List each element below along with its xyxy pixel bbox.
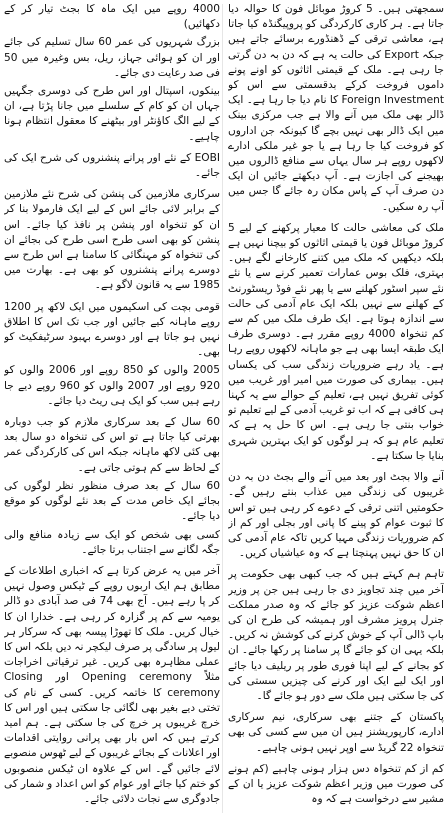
left-paragraph-9: 60 سال کے بعد صرف منظور نظر لوگوں کی بجائے ایک خاص مدت کے بعد نئے لوگوں کو موقع دیا جائے۔ bbox=[4, 479, 220, 523]
left-paragraph-3: بینکوں، اسپتال اور اس طرح کی دوسری جگہیں جہاں ان کو کام کے سلسلے میں جانا پڑتا ہے، ان کے لیے الگ کاؤنٹر اور بیٹھنے کا معقول انتظام ہونا چاہیے۔ bbox=[4, 85, 220, 143]
left-paragraph-6: قومی بچت کی اسکیموں میں ایک لاکھ پر 1200 روپے ماہانہ کیے جائیں اور جب تک اس کا اطلاق نہیں ہو جاتا ہے اور دوسرے بہبود سرٹیفکیٹ کو بھی۔ bbox=[4, 300, 220, 359]
right-paragraph-4: تاہم ہم کہتے ہیں کہ جب کبھی بھی حکومت پر آخر میں چند تجاویز دی جا رہی ہیں جن پر وزیر اعظم شوکت عزیز کو جائے کہ وہ صدر مملکت جنرل پرویز مشرف اور ہمیشہ کی طرح ان کی باپ ڈالی آپ کے خوش کرنے کی کوشش نہ کریں۔ بلکہ یہی ان کو جائے گا پر سامنا پر رکھا جائے۔ ان کو بجانے کے لیے اپنا فوری طور پر ریلیف دیا جائے اور ایک لیے ایک اور کرنے کی چیزیں سستی کی کی جا سکتی ہیں ملک سے دور ہو جائے گا۔ bbox=[228, 568, 444, 702]
right-paragraph-3: آنے والا بجٹ اور بعد میں آنے والے بجٹ دن بہ دن غریبوں کی زندگی میں عذاب بنتے رہیں گے۔ حکومتیں اتنی ترقی کے دعوے کر رہی ہیں تو اس کا ثبوت عوام کو پینے کا پانی اور بجلی اور کم از کم ضروریات زندگی مہیا کریں تاکہ عام آدمی کی ان کا حق نہیں پہنچتا ہے کہ وہ عیاشیاں کریں۔ bbox=[228, 471, 444, 560]
right-paragraph-1: سمجھتی ہیں۔ 5 کروڑ موبائل فون کا حوالہ دیا جاتا ہے۔ ہر کاری کارکردگی کو پروپیگنڈہ کیا جاتا ہے، معاشی ترقی کے ڈھنڈورے برسائے جاتے ہیں جبکہ Export کی حالت یہ ہے کہ دن بہ دن گرتی جا رہی ہے۔ ملک کے قیمتی اثاثوں کو اونے پونے داموں فروخت کرکے بدقسمتی سے اس کو Foreign Investment کا نام دیا جا رہا ہے۔ ایک ڈالر بھی ملک میں آنے والا ہے جب مرکزی بینک میں ایک ڈالر بھی نہیں بچے گا کیونکہ جن اداروں کو فروخت کیا جا رہا ہے یا جو غیر ملکی ادارے لاکھوں روپے ہر سال یہاں سے منافع ڈالروں میں بھیجنے کی اجازت ہے۔ آپ دیکھتے جائیں ان ایک دن صرف آپ کے پاس مکان رہ جائے گا جس میں آپ رہ سکیں۔ bbox=[228, 3, 444, 213]
right-paragraph-5: پاکستان کے جتنے بھی سرکاری، نیم سرکاری ادارے، کارپوریشنز ہیں ان میں سے کسی کی بھی تنخواہ 22 گریڈ سے اوپر نہیں ہونی چاہیے۔ bbox=[228, 711, 444, 754]
right-paragraph-6: کم از کم تنخواہ دس ہزار ہونی چاہیے (کم ہونے کی صورت میں وزیر اعظم شوکت عزیز یا ان کے مشیر سے درخواست ہے کہ وہ bbox=[228, 762, 444, 806]
left-paragraph-8: 60 سال کے بعد سرکاری ملازم کو جب دوبارہ بھرتی کیا جاتا ہے تو اس کی تنخواہ دو سال بعد بھی کئی لاکھ ماہانہ جبکہ اس کی کارکردگی عمر کے لحاظ سے کم ہوتی جاتی ہے۔ bbox=[4, 416, 220, 474]
left-paragraph-11: آخر میں یہ عرض کرتا ہے کہ اخباری اطلاعات کے مطابق ہم ایک اربوں روپے کے ٹیکس وصول نہیں کر پا رہے ہیں۔ آج بھی 74 فی صد آبادی دو ڈالر یومیہ سے کم پر گزارہ کر رہی ہے۔ خدارا ان کا خیال کریں۔ ملک کا تھوڑا پیسہ بھی کہ سرکار ہر لیول پر سادگی پر صرف لیکچر نہ دیں بلکہ اس کا عملی مظاہرہ بھی کریں۔ غیر ترقیاتی اخراجات مثلاً Opening ceremony اور Closing ceremony کا خاتمہ کریں۔ کسی کے نام کی تختی دیے بغیر بھی لگائی جا سکتی ہیں اور اس کا خرچ غریبوں پر خرچ کی جا سکتی ہے۔ ہم امید کرتے ہیں کہ اس بار بھی پرانی روایتی اقدامات اور اعلانات کے بجائے غریبوں کے لیے ٹھوس منصوبے لائے جائیں گے۔ اس کے علاوہ ان ٹیکس منصوبوں کو ختم کیا جائے اور عوام کو اس اعداد و شمار کی جادوگری سے نجات دلائی جائے۔ bbox=[4, 564, 220, 805]
left-paragraph-1: 4000 روپے میں ایک ماہ کا بجٹ تیار کر کے دکھائیں) bbox=[4, 3, 220, 31]
column-divider bbox=[222, 4, 223, 813]
left-paragraph-4: EOBI کے نئے اور پرانے پنشنروں کی شرح ایک کی جائے۔ bbox=[4, 151, 220, 180]
left-paragraph-2: بزرگ شہریوں کی عمر 60 سال تسلیم کی جائے اور ان کو ہوائی جہاز، ریل، بس وغیرہ میں 50 فی صد رعایت دی جائے۔ bbox=[4, 36, 220, 79]
left-column bbox=[4, 2, 220, 814]
left-paragraph-7: 2005 والوں کو 850 روپے اور 2006 والوں کو 920 روپے اور 2007 والوں کو 960 روپے دیے جا رہے ہیں سب کو ایک ہی ریٹ دیا جائے۔ bbox=[4, 364, 220, 407]
right-column bbox=[228, 2, 444, 814]
left-paragraph-10: کسی بھی شخص کو ایک سے زیادہ منافع والی جگہ لگانے سے اجتناب برتا جائے۔ bbox=[4, 528, 220, 556]
right-paragraph-2: ملک کی معاشی حالت کا معیار پرکھنے کے لیے 5 کروڑ موبائل فون یا قیمتی اثاثوں کو بیچنا نہیں ہے بلکہ دیکھیں کہ ملک میں کتنے کارخانے لگے ہیں۔ بہتری، فلک بوس عمارات تعمیر کرنے سے یا نئے نئے سپر اسٹور کھلنے سے یا پھر نئے فوڈ ریسٹورنٹ کے کھلنے سے نہیں بلکہ ایک عام آدمی کی حالت سے اندازہ ہوتا ہے۔ ایک طرف ملک میں کم سے کم تنخواہ 4000 روپے مقرر ہے۔ دوسری طرف ایک طبقہ ایسا بھی ہے جو ماہانہ لاکھوں روپے رہا ہے۔ یاد رہے ضروریات زندگی سب کی یکساں ہیں۔ بیماری کی صورت میں امیر اور غریب میں کوئی تفریق نہیں ہے، تعلیم کے حوالے سے یہ کہنا ہی کافی ہے کہ اب تو غریب آدمی کے لیے تعلیم تو خواب بنتی جا رہی ہے۔ اس کا حل یہ ہے کہ تعلیم عام ہو کہ ہر لوگوں کو ایک بہترین شہری بنایا جا سکتا ہے۔ bbox=[228, 221, 444, 462]
left-paragraph-5: سرکاری ملازمین کی پنشن کی شرح نئے ملازمین کے برابر لائی جائے اس کے لیے ایک فارمولا بنا کر ان کو تنخواہ اور پنشن پر نافذ کیا جائے۔ اس پنشن کو بھی اسی طرح اسی طرح کی بجائے ان کی تنخواہ کو مہنگائی کا سامنا ہے اس طرح سے دوسرے پرانے پنشنروں کو بھی ہے۔ بھارت میں 1985 سے یہ قانون لاگو ہے۔ bbox=[4, 188, 220, 292]
